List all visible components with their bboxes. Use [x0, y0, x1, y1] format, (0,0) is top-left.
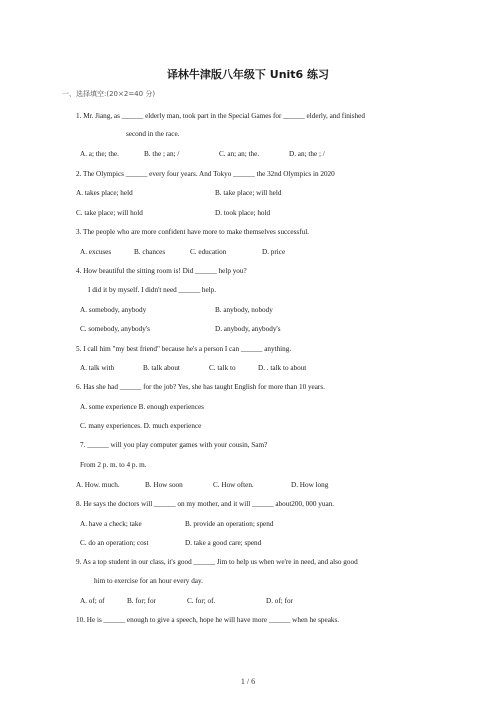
question-4-continuation: I did it by myself. I didn't need ______ help. [88, 286, 217, 294]
q6-options-ab: A. some experience B. enough experiences [80, 403, 204, 411]
q7-option-d: D. How long [291, 481, 329, 489]
q8-option-d: D. take a good care; spend [185, 539, 262, 547]
q3-option-b: B. chances [134, 248, 166, 256]
q8-option-b: B. provide an operation; spend [185, 520, 274, 528]
q7-option-a: A. How. much. [76, 481, 120, 489]
q3-option-a: A. excuses [80, 248, 112, 256]
question-4-text: 4. How beautiful the sitting room is! Did ______ help you? [76, 267, 247, 275]
q7-option-b: B. How soon [145, 481, 183, 489]
question-8-text: 8. He says the doctors will ______ on my mother, and it will ______ about200, 000 yuan. [76, 500, 335, 508]
q9-option-d: D. of; for [266, 597, 293, 605]
q5-option-b: B. talk about [143, 364, 180, 372]
q5-option-d: D. . talk to about [258, 364, 307, 372]
q5-option-a: A. talk with [80, 364, 115, 372]
q5-option-c: C. talk to [209, 364, 236, 372]
q2-option-a: A. takes place; held [76, 189, 133, 197]
q9-option-a: A. of; of [80, 597, 105, 605]
q1-option-d: D. an; the ; / [289, 150, 325, 158]
page-title: 译林牛津版八年级下 Unit6 练习 [166, 68, 330, 81]
q9-option-b: B. for; for [127, 597, 156, 605]
question-3-text: 3. The people who are more confident have more to make themselves successful. [76, 228, 309, 236]
question-5-text: 5. I call him "my best friend" because he's a person I can ______ anything. [76, 345, 292, 353]
question-6-text: 6. Has she had ______ for the job? Yes, she has taught English for more than 10 years. [76, 383, 325, 391]
q2-option-d: D. took place; hold [215, 209, 271, 217]
q2-option-b: B. take place; will held [215, 189, 282, 197]
q1-option-c: C. an; an; the. [219, 150, 260, 158]
q4-option-a: A. somebody, anybody [80, 306, 147, 314]
question-7-text: 7. ______ will you play computer games with your cousin, Sam? [80, 441, 268, 449]
question-9-text: 9. As a top student in our class, it's good ______ Jim to help us when we're in need, and also good [76, 558, 358, 566]
q7-option-c: C. How often. [213, 481, 254, 489]
q3-option-d: D. price [262, 248, 286, 256]
question-1-continuation: second in the race. [126, 130, 180, 138]
q8-option-c: C. do an operation; cost [80, 539, 149, 547]
question-2-text: 2. The Olympics ______ every four years. And Tokyo ______ the 32nd Olympics in 2020 [76, 170, 335, 178]
question-10-text: 10. He is ______ enough to give a speech, hope he will have more ______ when he speaks. [76, 616, 340, 624]
q2-option-c: C. take place; will hold [76, 209, 143, 217]
q4-option-b: B. anybody, nobody [215, 306, 273, 314]
question-1-text: 1. Mr. Jiang, as ______ elderly man, took part in the Special Games for ______ elderly, and finished [76, 112, 365, 120]
q1-option-b: B. the ; an; / [144, 150, 180, 158]
q9-option-c: C. for; of. [187, 597, 216, 605]
q8-option-a: A. have a check; take [80, 520, 142, 528]
q1-option-a: A. a; the; the. [80, 150, 119, 158]
q6-options-cd: C. many experiences. D. much experience [80, 422, 202, 430]
question-9-continuation: him to exercise for an hour every day. [94, 577, 203, 585]
q4-option-c: C. somebody, anybody's [80, 325, 150, 333]
section-heading: 一、选择填空:(20×2=40 分) [62, 90, 156, 98]
q4-option-d: D. anybody, anybody's [215, 325, 281, 333]
page-number: 1 / 6 [240, 677, 256, 686]
q3-option-c: C. education [190, 248, 227, 256]
question-7-continuation: From 2 p. m. to 4 p. m. [80, 461, 147, 469]
